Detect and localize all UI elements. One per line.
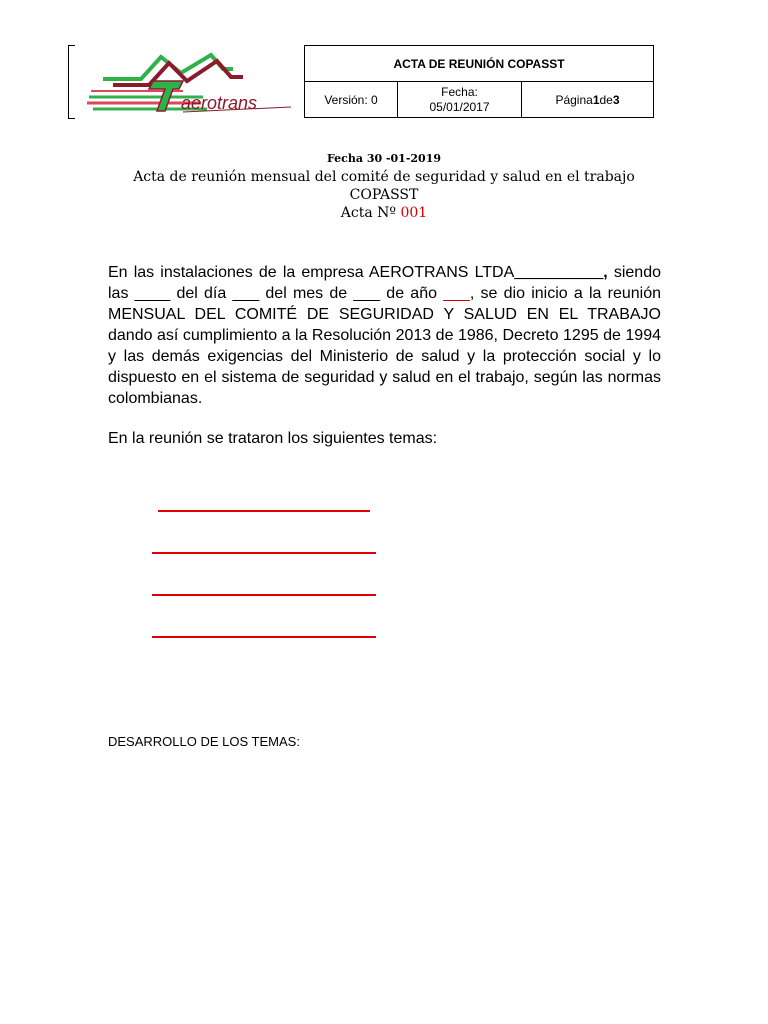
blank-company: __________ bbox=[514, 264, 604, 281]
desarrollo-heading: DESARROLLO DE LOS TEMAS: bbox=[108, 734, 300, 749]
aerotrans-logo bbox=[83, 51, 298, 115]
page-number-cell bbox=[522, 82, 653, 118]
topic-line-1 bbox=[158, 510, 370, 512]
page-prefix: Página bbox=[555, 92, 593, 107]
meeting-title-line2: COPASST bbox=[349, 187, 419, 203]
date-value: 05/01/2017 bbox=[429, 100, 490, 114]
logo-cell bbox=[68, 45, 305, 119]
topic-line-2 bbox=[152, 552, 376, 554]
intro-start: En las instalaciones de la empresa AEROTRANS LTDA bbox=[108, 264, 515, 281]
document-header bbox=[68, 45, 655, 119]
intro-paragraph bbox=[108, 262, 661, 409]
document-title: ACTA DE REUNIÓN COPASST bbox=[305, 46, 653, 82]
meeting-date: Fecha 30 -01-2019 bbox=[326, 152, 442, 165]
corner-tick-top bbox=[69, 45, 75, 46]
date-label: Fecha: bbox=[441, 85, 478, 99]
page-of: de bbox=[599, 92, 613, 107]
logo-text: aerotrans bbox=[181, 93, 258, 113]
text-siendo: siendo las bbox=[108, 264, 662, 302]
header-info-row bbox=[305, 82, 653, 118]
corner-tick-bottom bbox=[69, 118, 75, 119]
blank-day: ___ bbox=[232, 285, 260, 302]
intro-comma: , bbox=[603, 264, 608, 281]
meeting-title-block bbox=[0, 168, 768, 222]
date-cell bbox=[398, 82, 522, 118]
acta-number: 001 bbox=[400, 205, 428, 221]
blank-month: ___ bbox=[353, 285, 381, 302]
topic-line-3 bbox=[152, 594, 376, 596]
intro-rest: , se dio inicio a la reunión MENSUAL DEL COMITÉ DE SEGURIDAD Y SALUD EN EL TRABAJO dando así cumplimiento a la Resolución 2013 de 1986, Decreto 1295 de 1994 y las demás exigencias del Ministerio de salud y la protección social y lo dispuesto en el sistema de seguridad y salud en el trabajo, según las normas colombianas. bbox=[108, 285, 662, 407]
blank-hour: ____ bbox=[134, 285, 171, 302]
header-table bbox=[304, 45, 654, 118]
text-dia: del día bbox=[170, 285, 233, 302]
text-anio: de año bbox=[380, 285, 444, 302]
page-total: 3 bbox=[612, 92, 620, 107]
acta-number-line bbox=[0, 204, 768, 222]
page-current: 1 bbox=[592, 92, 600, 107]
topics-intro: En la reunión se trataron los siguientes temas: bbox=[108, 430, 438, 447]
text-mes: del mes de bbox=[259, 285, 354, 302]
meeting-title-line1: Acta de reunión mensual del comité de seguridad y salud en el trabajo bbox=[133, 169, 635, 185]
version-cell: Versión: 0 bbox=[305, 82, 398, 118]
topic-line-4 bbox=[152, 636, 376, 638]
blank-year: ___ bbox=[443, 285, 470, 302]
acta-label: Acta Nº bbox=[340, 205, 401, 221]
